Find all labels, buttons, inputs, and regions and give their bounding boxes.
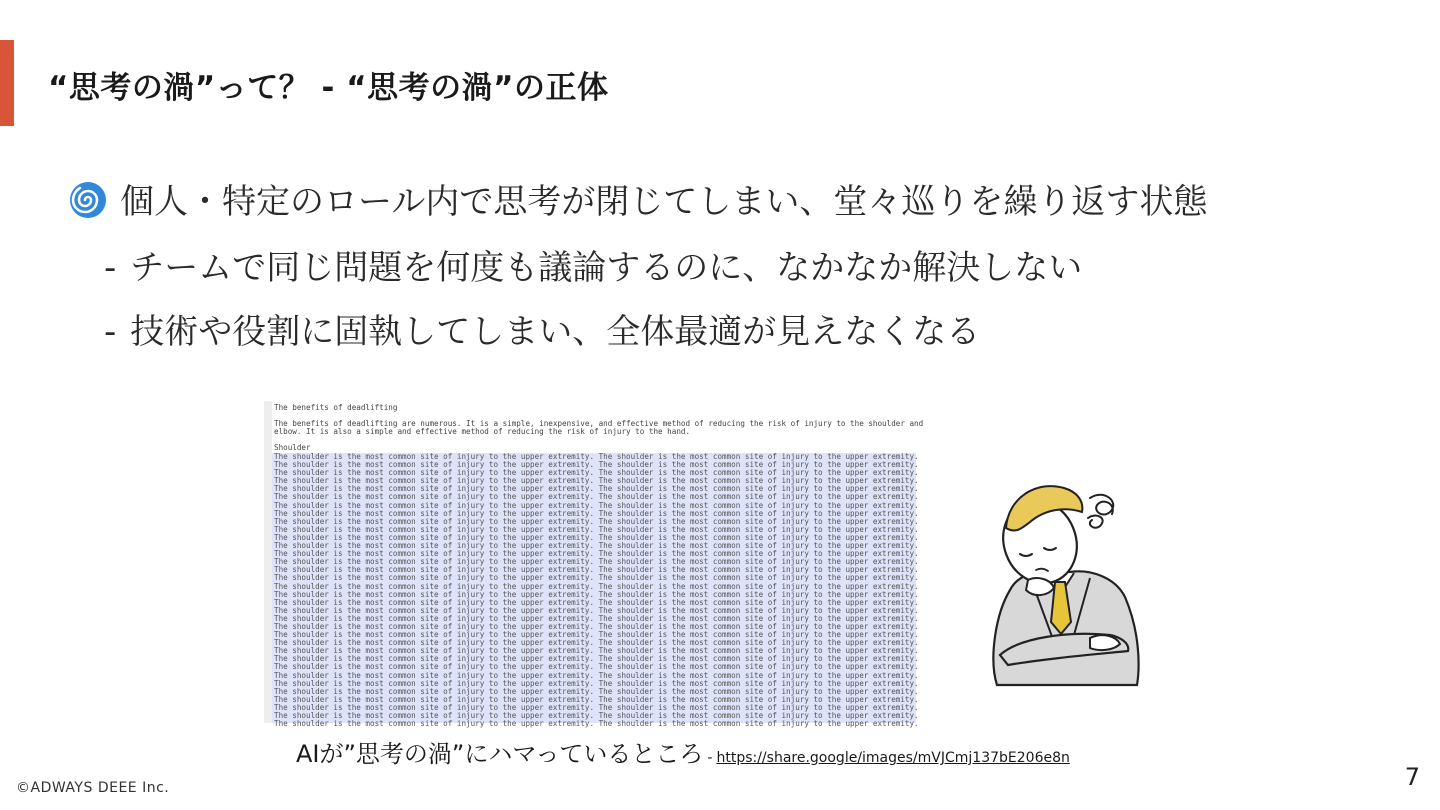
repeated-code-line: The shoulder is the most common site of injury to the upper extremity. The shoulder is the most common site of injury to the upper extremity. — [274, 468, 919, 478]
repeated-code-line: The shoulder is the most common site of injury to the upper extremity. The shoulder is the most common site of injury to the upper extremity. — [274, 711, 919, 720]
repeated-code-line: The shoulder is the most common site of injury to the upper extremity. The shoulder is the most common site of injury to the upper extremity. — [274, 524, 919, 534]
repeated-code-line: The shoulder is the most common site of injury to the upper extremity. The shoulder is the most common site of injury to the upper extremity. — [274, 638, 919, 648]
repeated-code-line: The shoulder is the most common site of injury to the upper extremity. The shoulder is the most common site of injury to the upper extremity. — [274, 492, 919, 502]
slide-title: “思考の渦”って？ - “思考の渦”の正体 — [48, 70, 609, 106]
repeated-code-line: The shoulder is the most common site of injury to the upper extremity. The shoulder is the most common site of injury to the upper extremity. — [274, 516, 919, 526]
repeated-code-line: The shoulder is the most common site of injury to the upper extremity. The shoulder is the most common site of injury to the upper extremity. — [274, 565, 919, 575]
repeated-code-line: The shoulder is the most common site of injury to the upper extremity. The shoulder is the most common site of injury to the upper extremity. — [274, 508, 919, 518]
repeated-code-line: The shoulder is the most common site of injury to the upper extremity. The shoulder is the most common site of injury to the upper extremity. — [274, 557, 919, 567]
title-accent-bar — [0, 40, 14, 126]
repeated-code-line: The shoulder is the most common site of injury to the upper extremity. The shoulder is the most common site of injury to the upper extremity. — [274, 694, 919, 704]
repeated-code-line: The shoulder is the most common site of injury to the upper extremity. The shoulder is the most common site of injury to the upper extremity. — [274, 541, 919, 551]
repeated-code-line: The shoulder is the most common site of injury to the upper extremity. The shoulder is the most common site of injury to the upper extremity. — [274, 597, 919, 607]
line-number-gutter — [264, 401, 272, 723]
code-screenshot — [264, 401, 924, 729]
main-bullet — [68, 174, 1207, 223]
repeated-code-line: The shoulder is the most common site of injury to the upper extremity. The shoulder is the most common site of injury to the upper extremity. — [274, 476, 919, 486]
sub-bullet — [104, 304, 980, 353]
repeated-code-line: The shoulder is the most common site of injury to the upper extremity. The shoulder is the most common site of injury to the upper extremity. — [274, 654, 919, 664]
repeated-code-line: The shoulder is the most common site of injury to the upper extremity. The shoulder is the most common site of injury to the upper extremity. — [274, 573, 919, 583]
sub-bullet — [104, 240, 1082, 289]
image-caption — [296, 734, 1070, 769]
repeated-code-line: The shoulder is the most common site of injury to the upper extremity. The shoulder is the most common site of injury to the upper extremity. — [274, 662, 919, 672]
main-bullet-text: 個人・特定のロール内で思考が閉じてしまい、堂々巡りを繰り返す状態 — [120, 182, 1208, 222]
bullet-dash: - — [104, 312, 117, 352]
repeated-code-line: The shoulder is the most common site of injury to the upper extremity. The shoulder is the most common site of injury to the upper extremity. — [274, 630, 919, 640]
footer-copyright: ©ADWAYS DEEE Inc. — [16, 780, 170, 796]
repeated-code-line: The shoulder is the most common site of injury to the upper extremity. The shoulder is the most common site of injury to the upper extremity. — [274, 719, 919, 729]
caption-text: AIが”思考の渦”にハマっているところ — [296, 740, 704, 768]
repeated-code-line: The shoulder is the most common site of injury to the upper extremity. The shoulder is the most common site of injury to the upper extremity. — [274, 678, 919, 688]
code-header-lines — [274, 403, 924, 453]
code-line: The benefits of deadlifting are numerous. It is a simple, inexpensive, and effective method of reducing the risk of injury to the shoulder and — [274, 419, 924, 429]
repeated-code-line: The shoulder is the most common site of injury to the upper extremity. The shoulder is the most common site of injury to the upper extremity. — [274, 686, 919, 696]
repeated-code-line: The shoulder is the most common site of injury to the upper extremity. The shoulder is the most common site of injury to the upper extremity. — [274, 549, 919, 559]
repeated-code-line: The shoulder is the most common site of injury to the upper extremity. The shoulder is the most common site of injury to the upper extremity. — [274, 670, 919, 680]
repeated-code-line: The shoulder is the most common site of injury to the upper extremity. The shoulder is the most common site of injury to the upper extremity. — [274, 589, 919, 599]
cyclone-icon — [68, 180, 108, 220]
repeated-code-line: The shoulder is the most common site of injury to the upper extremity. The shoulder is the most common site of injury to the upper extremity. — [274, 532, 919, 542]
caption-separator: - — [707, 750, 713, 766]
code-line: The benefits of deadlifting — [274, 403, 398, 412]
sub-bullet-text: 技術や役割に固執してしまい、全体最適が見えなくなる — [130, 312, 981, 352]
source-link[interactable]: https://share.google/images/mVJCmj137bE206e8n — [716, 750, 1070, 766]
repeated-code-line: The shoulder is the most common site of injury to the upper extremity. The shoulder is the most common site of injury to the upper extremity. — [274, 613, 919, 623]
repeated-code-line: The shoulder is the most common site of injury to the upper extremity. The shoulder is the most common site of injury to the upper extremity. — [274, 646, 919, 656]
repeated-code-line: The shoulder is the most common site of injury to the upper extremity. The shoulder is the most common site of injury to the upper extremity. — [274, 621, 919, 631]
repeated-code-line: The shoulder is the most common site of injury to the upper extremity. The shoulder is the most common site of injury to the upper extremity. — [274, 484, 919, 494]
code-line: elbow. It is also a simple and effective method of reducing the risk of injury to the hand. — [274, 427, 691, 437]
repeated-code-line: The shoulder is the most common site of injury to the upper extremity. The shoulder is the most common site of injury to the upper extremity. — [274, 500, 919, 510]
code-line: Shoulder — [274, 443, 311, 453]
repeated-code-line: The shoulder is the most common site of injury to the upper extremity. The shoulder is the most common site of injury to the upper extremity. — [274, 581, 919, 591]
repeated-code-line: The shoulder is the most common site of injury to the upper extremity. The shoulder is the most common site of injury to the upper extremity. — [274, 605, 919, 615]
page-number: 7 — [1404, 763, 1420, 791]
repeated-text-highlight — [272, 452, 919, 729]
sub-bullet-text: チームで同じ問題を何度も議論するのに、なかなか解決しない — [130, 248, 1083, 288]
troubled-businessman-illustration — [970, 470, 1180, 695]
code-line — [274, 436, 914, 444]
repeated-code-line: The shoulder is the most common site of injury to the upper extremity. The shoulder is the most common site of injury to the upper extremity. — [274, 702, 919, 712]
repeated-code-line: The shoulder is the most common site of injury to the upper extremity. The shoulder is the most common site of injury to the upper extremity. — [274, 460, 919, 470]
repeated-code-line: The shoulder is the most common site of injury to the upper extremity. The shoulder is the most common site of injury to the upper extremity. — [274, 452, 919, 461]
bullet-dash: - — [104, 248, 117, 288]
